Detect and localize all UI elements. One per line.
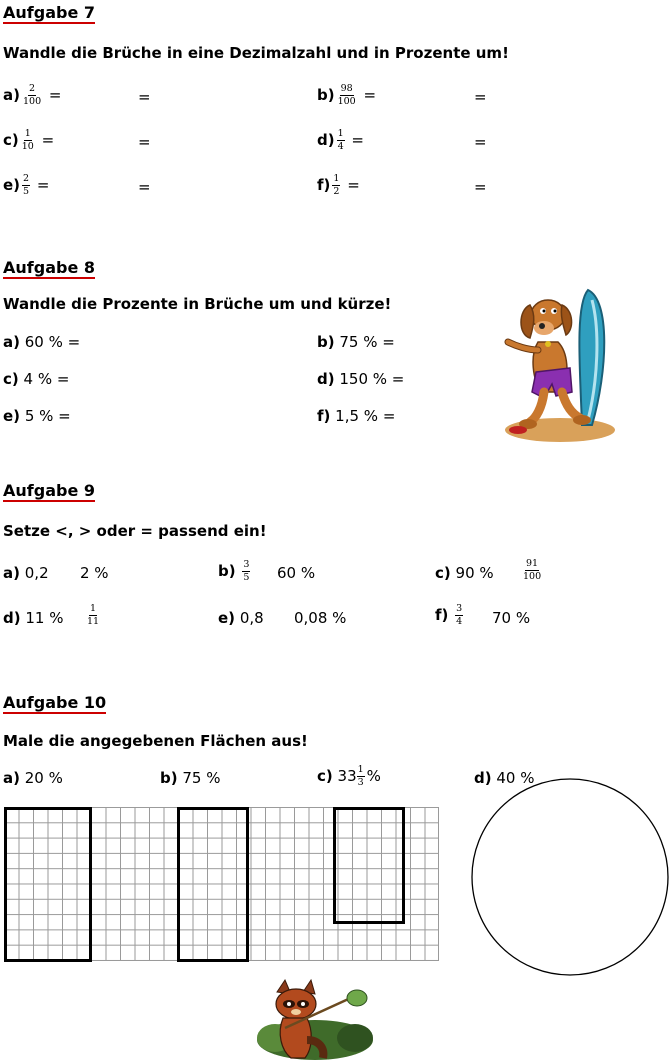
instruction-aufgabe-8: Wandle die Prozente in Brüche um und kürze!: [3, 295, 392, 313]
dog-ear: [521, 305, 534, 338]
dog-leg: [562, 392, 580, 418]
task9-e-right: 0,08 %: [294, 609, 347, 627]
raccoon-illustration: [255, 978, 380, 1062]
task7-eq-a: =: [138, 88, 151, 106]
task9-item-e: e) 0,8: [218, 609, 264, 627]
task10-item-c: c) 33 $\frac{1}{3}$ %: [317, 764, 381, 788]
task9-item-a: a) 0,2: [3, 564, 49, 582]
task8-item-b: b) 75 % =: [317, 333, 395, 351]
task9-f-right: 70 %: [492, 609, 531, 627]
task9-b-right: 60 %: [277, 564, 316, 582]
task9-c-right: $\frac{91}{100}$: [523, 558, 542, 582]
fraction: $\frac{1}{2}$: [333, 173, 340, 197]
item-label: f): [317, 176, 331, 194]
heading-aufgabe-8: Aufgabe 8: [3, 258, 95, 277]
task7-eq-c: =: [138, 133, 151, 151]
fraction: $\frac{1}{10}$: [21, 128, 34, 152]
heading-aufgabe-10: Aufgabe 10: [3, 693, 107, 712]
heading-aufgabe-9: Aufgabe 9: [3, 481, 95, 500]
task9-item-c: c) 90 %: [435, 564, 494, 582]
task9-d-right: $\frac{1}{11}$: [87, 603, 100, 627]
task8-item-c: c) 4 % =: [3, 370, 70, 388]
item-label: e): [3, 176, 21, 194]
task7-eq-d: =: [474, 133, 487, 151]
bundle: [347, 990, 367, 1006]
task8-item-d: d) 150 % =: [317, 370, 405, 388]
task7-eq-f: =: [474, 178, 487, 196]
task9-item-f: f) $\frac{3}{4}$: [435, 603, 463, 627]
task7-item-f: f) $\frac{1}{2}$ =: [317, 173, 360, 197]
rectangle-b: [177, 807, 249, 962]
fraction: $\frac{2}{100}$: [22, 83, 42, 107]
rectangle-a: [4, 807, 92, 962]
task9-a-right: 2 %: [80, 564, 109, 582]
task10-item-b: b) 75 %: [160, 769, 221, 787]
rectangle-c: [333, 807, 405, 924]
task7-item-b: b) $\frac{98}{100}$ =: [317, 83, 377, 107]
instruction-aufgabe-10: Male die angegebenen Flächen aus!: [3, 732, 308, 750]
task7-eq-b: =: [474, 88, 487, 106]
heading-aufgabe-7: Aufgabe 7: [3, 3, 95, 22]
necklace: [545, 341, 551, 347]
task9-item-b: b) $\frac{3}{5}$: [218, 559, 250, 583]
item-label: c): [3, 131, 19, 149]
instruction-aufgabe-7: Wandle die Brüche in eine Dezimalzahl und in Prozente um!: [3, 44, 509, 62]
dog-surfboard-illustration: [500, 280, 620, 450]
instruction-aufgabe-9: Setze <, > oder = passend ein!: [3, 522, 267, 540]
item-label: d): [317, 131, 335, 149]
fraction: $\frac{1}{4}$: [337, 128, 344, 152]
dog-ear: [561, 305, 571, 335]
task10-item-d: d) 40 %: [474, 769, 535, 787]
fraction: $\frac{2}{5}$: [23, 173, 30, 197]
task10-item-a: a) 20 %: [3, 769, 63, 787]
task7-item-e: e) $\frac{2}{5}$ =: [3, 173, 50, 197]
item-label: a): [3, 86, 20, 104]
fraction: $\frac{98}{100}$: [337, 83, 356, 107]
dog-leg: [530, 392, 544, 422]
task7-item-d: d) $\frac{1}{4}$ =: [317, 128, 364, 152]
sandals: [509, 426, 527, 434]
circle-figure: [470, 776, 672, 978]
task8-item-f: f) 1,5 % =: [317, 407, 396, 425]
item-label: b): [317, 86, 335, 104]
task7-item-c: c) $\frac{1}{10}$ =: [3, 128, 55, 152]
task8-item-a: a) 60 % =: [3, 333, 81, 351]
task7-item-a: a) $\frac{2}{100}$ =: [3, 83, 62, 107]
task9-item-d: d) 11 %: [3, 609, 64, 627]
task7-eq-e: =: [138, 178, 151, 196]
task8-item-e: e) 5 % =: [3, 407, 71, 425]
